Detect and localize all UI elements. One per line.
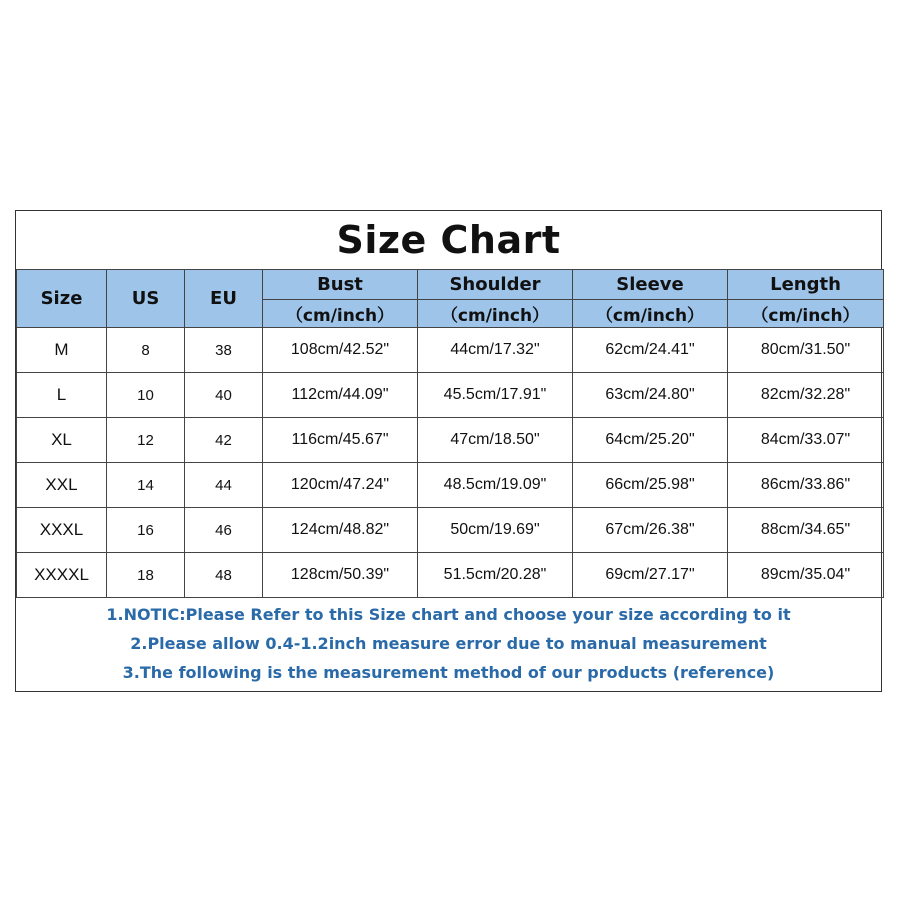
- cell-bust: 124cm/48.82": [263, 508, 418, 553]
- cell-length: 82cm/32.28": [728, 373, 884, 418]
- size-chart-title: Size Chart: [336, 218, 561, 262]
- cell-length: 88cm/34.65": [728, 508, 884, 553]
- cell-eu: 46: [185, 508, 263, 553]
- cell-shoulder: 48.5cm/19.09": [418, 463, 573, 508]
- table-row: [17, 373, 884, 418]
- table-row: [17, 553, 884, 598]
- table-row: [17, 328, 884, 373]
- cell-bust: 120cm/47.24": [263, 463, 418, 508]
- cell-size: XXXXL: [17, 553, 107, 598]
- table-row: [17, 508, 884, 553]
- cell-size: M: [17, 328, 107, 373]
- cell-shoulder: 44cm/17.32": [418, 328, 573, 373]
- header-unit-shoulder: （cm/inch）: [418, 300, 573, 328]
- cell-eu: 42: [185, 418, 263, 463]
- cell-shoulder: 47cm/18.50": [418, 418, 573, 463]
- cell-bust: 116cm/45.67": [263, 418, 418, 463]
- cell-us: 8: [107, 328, 185, 373]
- cell-length: 80cm/31.50": [728, 328, 884, 373]
- header-size: Size: [17, 270, 107, 328]
- header-us: US: [107, 270, 185, 328]
- header-length: Length: [728, 270, 884, 300]
- cell-sleeve: 63cm/24.80": [573, 373, 728, 418]
- cell-sleeve: 69cm/27.17": [573, 553, 728, 598]
- note-line-3: 3.The following is the measurement method of our products (reference): [122, 663, 775, 682]
- cell-length: 86cm/33.86": [728, 463, 884, 508]
- cell-us: 14: [107, 463, 185, 508]
- note-line-2: 2.Please allow 0.4-1.2inch measure error due to manual measurement: [130, 634, 767, 653]
- cell-sleeve: 67cm/26.38": [573, 508, 728, 553]
- cell-bust: 108cm/42.52": [263, 328, 418, 373]
- size-chart-card: [15, 210, 882, 692]
- cell-us: 16: [107, 508, 185, 553]
- cell-eu: 44: [185, 463, 263, 508]
- cell-sleeve: 64cm/25.20": [573, 418, 728, 463]
- note-line-1: 1.NOTIC:Please Refer to this Size chart and choose your size according to it: [106, 605, 791, 624]
- header-sleeve: Sleeve: [573, 270, 728, 300]
- cell-size: XXXL: [17, 508, 107, 553]
- cell-sleeve: 62cm/24.41": [573, 328, 728, 373]
- size-chart-table: [16, 269, 884, 598]
- header-bust: Bust: [263, 270, 418, 300]
- cell-us: 10: [107, 373, 185, 418]
- header-unit-length: （cm/inch）: [728, 300, 884, 328]
- header-unit-sleeve: （cm/inch）: [573, 300, 728, 328]
- cell-eu: 40: [185, 373, 263, 418]
- header-shoulder: Shoulder: [418, 270, 573, 300]
- cell-size: XXL: [17, 463, 107, 508]
- cell-eu: 48: [185, 553, 263, 598]
- notes-section: [16, 598, 881, 691]
- cell-size: XL: [17, 418, 107, 463]
- cell-shoulder: 50cm/19.69": [418, 508, 573, 553]
- cell-length: 89cm/35.04": [728, 553, 884, 598]
- cell-shoulder: 51.5cm/20.28": [418, 553, 573, 598]
- cell-eu: 38: [185, 328, 263, 373]
- header-eu: EU: [185, 270, 263, 328]
- cell-us: 12: [107, 418, 185, 463]
- cell-us: 18: [107, 553, 185, 598]
- header-unit-bust: （cm/inch）: [263, 300, 418, 328]
- table-row: [17, 463, 884, 508]
- cell-sleeve: 66cm/25.98": [573, 463, 728, 508]
- cell-length: 84cm/33.07": [728, 418, 884, 463]
- cell-bust: 128cm/50.39": [263, 553, 418, 598]
- header-row-labels: [17, 270, 884, 300]
- cell-size: L: [17, 373, 107, 418]
- table-row: [17, 418, 884, 463]
- cell-shoulder: 45.5cm/17.91": [418, 373, 573, 418]
- cell-bust: 112cm/44.09": [263, 373, 418, 418]
